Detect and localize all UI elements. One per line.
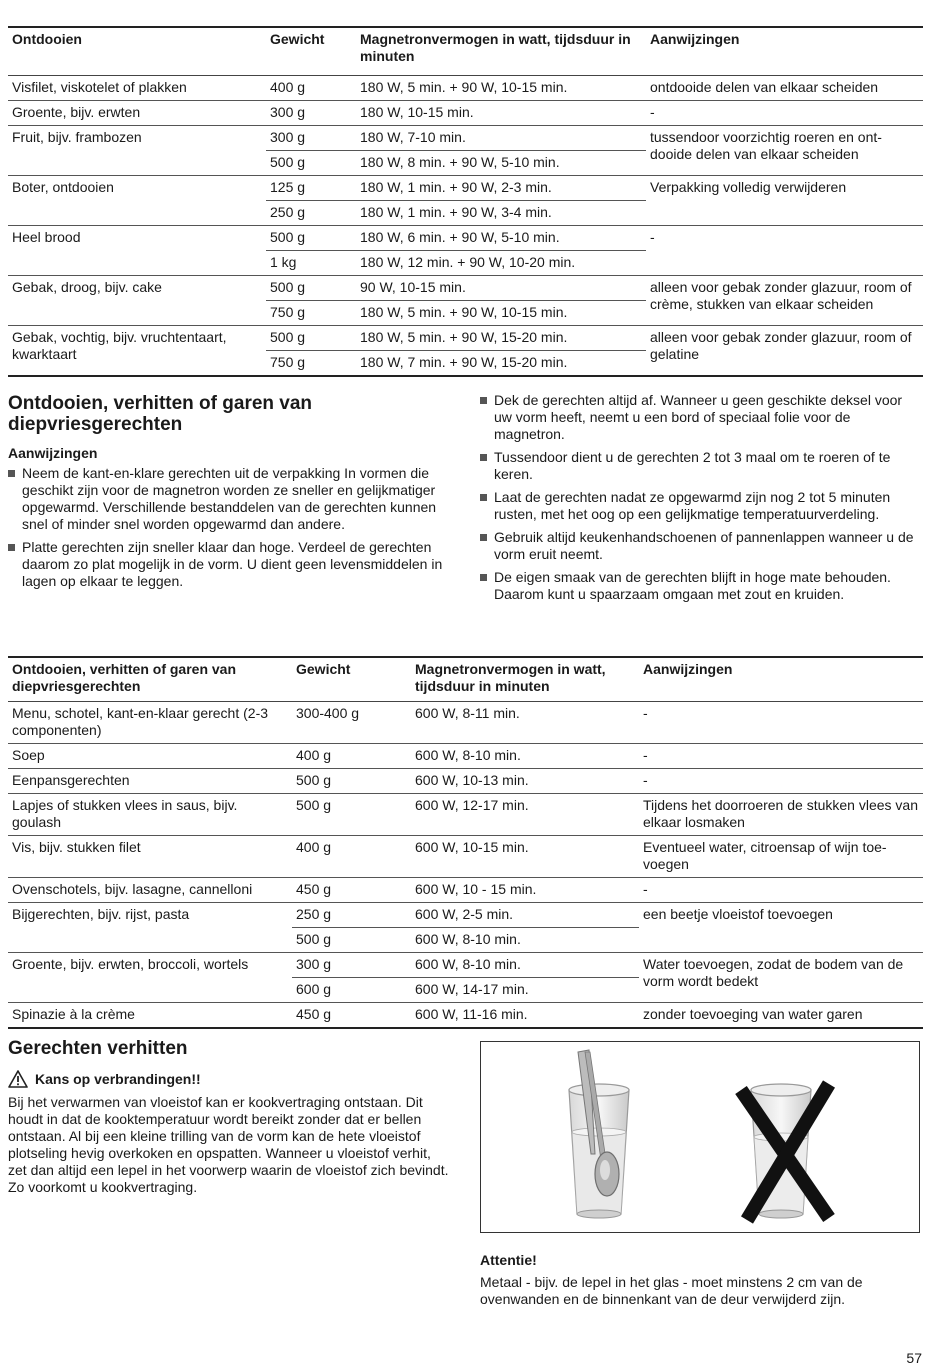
bullet-square-icon	[480, 397, 487, 404]
power-cell: 600 W, 14-17 min.	[415, 981, 529, 997]
list-item-text: Gebruik altijd keukenhandschoenen of pannenlappen wanneer u de vorm eruit neemt.	[494, 529, 914, 562]
bullet-list-right	[480, 392, 920, 603]
header-cell: Ontdooien	[12, 31, 82, 47]
table-row	[8, 126, 923, 151]
header-cell: Ontdooien, verhitten of garen van diepvriesgerechten	[12, 661, 237, 694]
power-cell: 600 W, 10-13 min.	[415, 772, 529, 788]
weight-cell: 250 g	[270, 204, 306, 220]
weight-cell: 400 g	[296, 839, 332, 855]
weight-cell: 400 g	[270, 79, 306, 95]
glass-with-spoon	[569, 1050, 629, 1218]
bullet-square-icon	[8, 544, 15, 551]
item-cell: Menu, schotel, kant-en-klaar gerecht (2-3 componenten)	[12, 705, 269, 738]
note-cell: Tijdens het doorroeren de stukken vlees van elkaar losmaken	[643, 797, 918, 830]
table-row	[8, 76, 923, 101]
bullet-square-icon	[480, 494, 487, 501]
power-cell: 180 W, 5 min. + 90 W, 10-15 min.	[360, 304, 568, 320]
weight-cell: 500 g	[270, 329, 306, 345]
list-item-text: Tussendoor dient u de gerechten 2 tot 3 maal om te roeren of te keren.	[494, 449, 891, 482]
item-cell: Lapjes of stukken vlees in saus, bijv. goulash	[12, 797, 238, 830]
note-cell: een beetje vloeistof toevoegen	[643, 906, 833, 922]
note-cell: -	[643, 747, 648, 763]
note-cell: -	[650, 229, 655, 245]
weight-cell: 500 g	[270, 229, 306, 245]
weight-cell: 125 g	[270, 179, 306, 195]
power-cell: 600 W, 8-10 min.	[415, 956, 521, 972]
power-cell: 180 W, 6 min. + 90 W, 5-10 min.	[360, 229, 560, 245]
item-cell: Gebak, droog, bijv. cake	[12, 279, 162, 295]
header-cell: Magnetronvermogen in watt, tijdsduur in minuten	[415, 661, 606, 694]
item-cell: Fruit, bijv. frambozen	[12, 129, 142, 145]
weight-cell: 450 g	[296, 1006, 332, 1022]
header-cell: Gewicht	[270, 31, 325, 47]
list-item-text: Dek de gerechten altijd af. Wanneer u geen geschikte deksel voor uw vorm heeft, neemt u een bord of speciaal folie voor de magnetron.	[494, 392, 903, 442]
table-row	[8, 101, 923, 126]
table-row	[8, 836, 923, 878]
weight-cell: 500 g	[296, 772, 332, 788]
power-cell: 90 W, 10-15 min.	[360, 279, 466, 295]
table-row	[8, 702, 923, 744]
weight-cell: 250 g	[296, 906, 332, 922]
table-row	[8, 769, 923, 794]
table-row	[8, 176, 923, 201]
note-cell: Verpakking volledig verwijderen	[650, 179, 847, 195]
note-cell: ontdooide delen van elkaar scheiden	[650, 79, 879, 95]
power-cell: 600 W, 11-16 min.	[415, 1006, 528, 1022]
weight-cell: 500 g	[296, 931, 332, 947]
section-title: Ontdooien, verhitten of garen van diepvriesgerechten	[8, 393, 313, 435]
weight-cell: 500 g	[270, 279, 306, 295]
page-number: 57	[906, 1350, 922, 1366]
attention-block	[480, 1252, 925, 1308]
list-item	[8, 465, 458, 533]
item-cell: Vis, bijv. stukken filet	[12, 839, 141, 855]
power-cell: 180 W, 10-15 min.	[360, 104, 474, 120]
section-reheating	[8, 1038, 453, 1196]
table-header-row	[8, 27, 923, 76]
weight-cell: 300 g	[270, 129, 306, 145]
warning-title: Kans op verbrandingen!!	[35, 1070, 201, 1087]
warning-text: Bij het verwarmen van vloeistof kan er kookvertraging ontstaan. Dit houdt in dat de kooktemperatuur wordt bereikt zonder dat er bellen ontstaan. Al bij een kleine trilling van de vorm kan de hete vloeistof plotseling hevig overkoken en opspatten. Wanneer u vloeistof verhit, zet dan altijd een lepel in het voorwerp waarin de vloeistof zich bevindt. Zo voorkomt u kookvertraging.	[8, 1094, 449, 1195]
table-row	[8, 226, 923, 251]
note-cell: -	[650, 104, 655, 120]
list-item	[480, 449, 920, 483]
power-cell: 600 W, 10 - 15 min.	[415, 881, 537, 897]
item-cell: Groente, bijv. erwten	[12, 104, 141, 120]
item-cell: Ovenschotels, bijv. lasagne, cannelloni	[12, 881, 253, 897]
note-cell: -	[643, 881, 648, 897]
bullet-square-icon	[8, 470, 15, 477]
bullet-list-left	[8, 465, 458, 590]
weight-cell: 300 g	[270, 104, 306, 120]
item-cell: Groente, bijv. erwten, broccoli, wortels	[12, 956, 249, 972]
weight-cell: 500 g	[296, 797, 332, 813]
table-row	[8, 794, 923, 836]
power-cell: 180 W, 8 min. + 90 W, 5-10 min.	[360, 154, 560, 170]
list-item	[8, 539, 458, 590]
power-cell: 600 W, 8-11 min.	[415, 705, 520, 721]
list-item	[480, 529, 920, 563]
weight-cell: 750 g	[270, 304, 306, 320]
list-item	[480, 489, 920, 523]
list-item-text: Platte gerechten zijn sneller klaar dan hoge. Verdeel de gerechten daarom zo plat mogelijk in de vorm. U dient geen levensmiddelen in lagen op elkaar te leggen.	[22, 539, 443, 589]
weight-cell: 1 kg	[270, 254, 297, 270]
header-cell: Aanwijzingen	[650, 31, 740, 47]
item-cell: Boter, ontdooien	[12, 179, 114, 195]
item-cell: Heel brood	[12, 229, 81, 245]
note-cell: zonder toevoeging van water garen	[643, 1006, 863, 1022]
note-cell: Water toevoegen, zodat de bodem van de vorm wordt bedekt	[643, 956, 904, 989]
power-cell: 180 W, 5 min. + 90 W, 15-20 min.	[360, 329, 568, 345]
item-cell: Soep	[12, 747, 45, 763]
section-frozen-meals-right	[480, 392, 920, 609]
power-cell: 180 W, 1 min. + 90 W, 2-3 min.	[360, 179, 552, 195]
section-title: Gerechten verhitten	[8, 1038, 188, 1059]
note-cell: tussendoor voorzichtig roeren en ont-dooide delen van elkaar scheiden	[650, 129, 882, 162]
glass-spoon-figure	[481, 1042, 919, 1232]
weight-cell: 300 g	[296, 956, 332, 972]
weight-cell: 300-400 g	[296, 705, 360, 721]
power-cell: 180 W, 12 min. + 90 W, 10-20 min.	[360, 254, 576, 270]
note-cell: -	[643, 705, 648, 721]
weight-cell: 600 g	[296, 981, 332, 997]
power-cell: 600 W, 10-15 min.	[415, 839, 529, 855]
item-cell: Bijgerechten, bijv. rijst, pasta	[12, 906, 190, 922]
note-cell: alleen voor gebak zonder glazuur, room of crème, stukken van elkaar scheiden	[650, 279, 912, 312]
table-row	[8, 953, 923, 978]
power-cell: 600 W, 8-10 min.	[415, 747, 521, 763]
weight-cell: 500 g	[270, 154, 306, 170]
list-item-text: Neem de kant-en-klare gerechten uit de verpakking In vormen die geschikt zijn voor de magnetron worden ze sneller en gelijkmatiger opgewarmd. Verschillende bestanddelen van de gerechten kunnen snel of minder snel worden opgewarmd dan andere.	[22, 465, 437, 532]
power-cell: 600 W, 8-10 min.	[415, 931, 521, 947]
power-cell: 180 W, 1 min. + 90 W, 3-4 min.	[360, 204, 552, 220]
power-cell: 180 W, 5 min. + 90 W, 10-15 min.	[360, 79, 568, 95]
bullet-square-icon	[480, 454, 487, 461]
warning-heading	[8, 1070, 453, 1088]
bullet-square-icon	[480, 534, 487, 541]
table-row	[8, 1003, 923, 1029]
list-item	[480, 569, 920, 603]
header-cell: Gewicht	[296, 661, 351, 677]
item-cell: Gebak, vochtig, bijv. vruchtentaart, kwarktaart	[12, 329, 227, 362]
weight-cell: 750 g	[270, 354, 306, 370]
header-cell: Magnetronvermogen in watt, tijdsduur in minuten	[360, 31, 631, 64]
note-cell: Eventueel water, citroensap of wijn toe-voegen	[643, 839, 887, 872]
item-cell: Visfilet, viskotelet of plakken	[12, 79, 187, 95]
defrost-table	[8, 26, 923, 377]
header-cell: Aanwijzingen	[643, 661, 733, 677]
spoon-in-glass-illustration	[480, 1041, 920, 1233]
list-item-text: Laat de gerechten nadat ze opgewarmd zijn nog 2 tot 5 minuten rusten, met het oog op een gelijkmatige temperatuurverdeling.	[494, 489, 891, 522]
attention-text: Metaal - bijv. de lepel in het glas - moet minstens 2 cm van de ovenwanden en de binnenkant van de deur verwijderd zijn.	[480, 1274, 863, 1307]
item-cell: Eenpansgerechten	[12, 772, 130, 788]
power-cell: 180 W, 7 min. + 90 W, 15-20 min.	[360, 354, 568, 370]
table-row	[8, 903, 923, 928]
note-cell: -	[643, 772, 648, 788]
table-row	[8, 326, 923, 351]
power-cell: 600 W, 2-5 min.	[415, 906, 514, 922]
warning-triangle-icon	[8, 1070, 28, 1088]
bullet-square-icon	[480, 574, 487, 581]
table-row	[8, 276, 923, 301]
weight-cell: 400 g	[296, 747, 332, 763]
attention-title: Attentie!	[480, 1252, 537, 1268]
table-row	[8, 744, 923, 769]
frozen-meals-table	[8, 656, 923, 1029]
table-row	[8, 878, 923, 903]
power-cell: 180 W, 7-10 min.	[360, 129, 466, 145]
power-cell: 600 W, 12-17 min.	[415, 797, 529, 813]
section-frozen-meals	[8, 393, 458, 596]
note-cell: alleen voor gebak zonder glazuur, room of gelatine	[650, 329, 912, 362]
list-item-text: De eigen smaak van de gerechten blijft in hoge mate behouden. Daarom kunt u spaarzaam omgaan met zout en kruiden.	[494, 569, 891, 602]
weight-cell: 450 g	[296, 881, 332, 897]
item-cell: Spinazie à la crème	[12, 1006, 135, 1022]
table-header-row	[8, 657, 923, 702]
list-item	[480, 392, 920, 443]
section-subtitle: Aanwijzingen	[8, 445, 98, 461]
